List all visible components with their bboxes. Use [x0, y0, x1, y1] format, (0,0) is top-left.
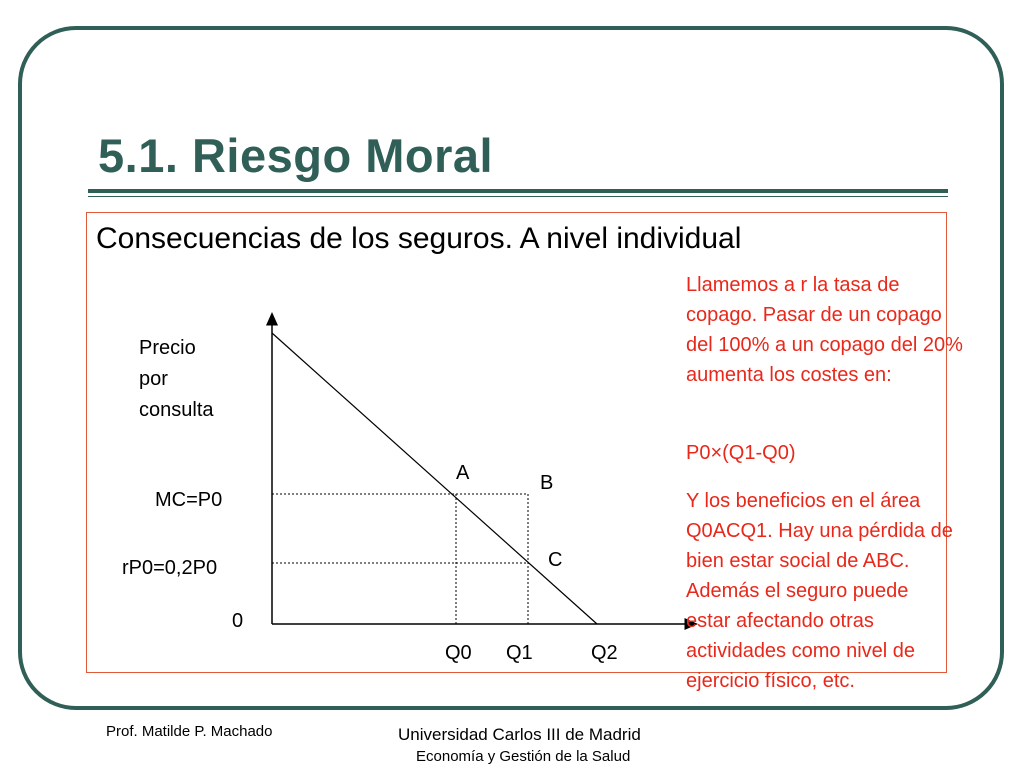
mc-p0-label: MC=P0: [155, 489, 223, 511]
side-paragraph-2: Y los beneficios en el área Q0ACQ1. Hay una pérdida de bien estar social de ABC. Además el seguro puede estar afectando otras actividades como nivel de ejercicio físico, etc.: [686, 490, 953, 692]
point-a-label: A: [456, 462, 470, 484]
q2-label: Q2: [591, 642, 618, 664]
y-axis-title: [139, 333, 214, 426]
slide-subtitle: Consecuencias de los seguros. A nivel individual: [96, 222, 742, 255]
side-paragraph-1: Llamemos a r la tasa de copago. Pasar de un copago del 100% a un copago del 20% aumenta los costes en:: [686, 274, 963, 386]
origin-label: 0: [232, 610, 244, 632]
rp0-label: rP0=0,2P0: [122, 557, 218, 579]
side-formula: P0×(Q1-Q0): [686, 442, 796, 464]
point-c-label: C: [548, 549, 563, 571]
point-b-label: B: [540, 472, 554, 494]
footer-university: Universidad Carlos III de Madrid: [398, 725, 641, 744]
footer-course: Economía y Gestión de la Salud: [416, 748, 631, 765]
y-axis-title-line1: Precio: [139, 337, 196, 359]
footer-author: Prof. Matilde P. Machado: [106, 723, 273, 740]
y-axis-title-line2: por: [139, 368, 168, 390]
y-axis-title-line3: consulta: [139, 399, 214, 421]
q1-label: Q1: [506, 642, 533, 664]
slide-title: 5.1. Riesgo Moral: [98, 129, 494, 182]
q0-label: Q0: [445, 642, 472, 664]
